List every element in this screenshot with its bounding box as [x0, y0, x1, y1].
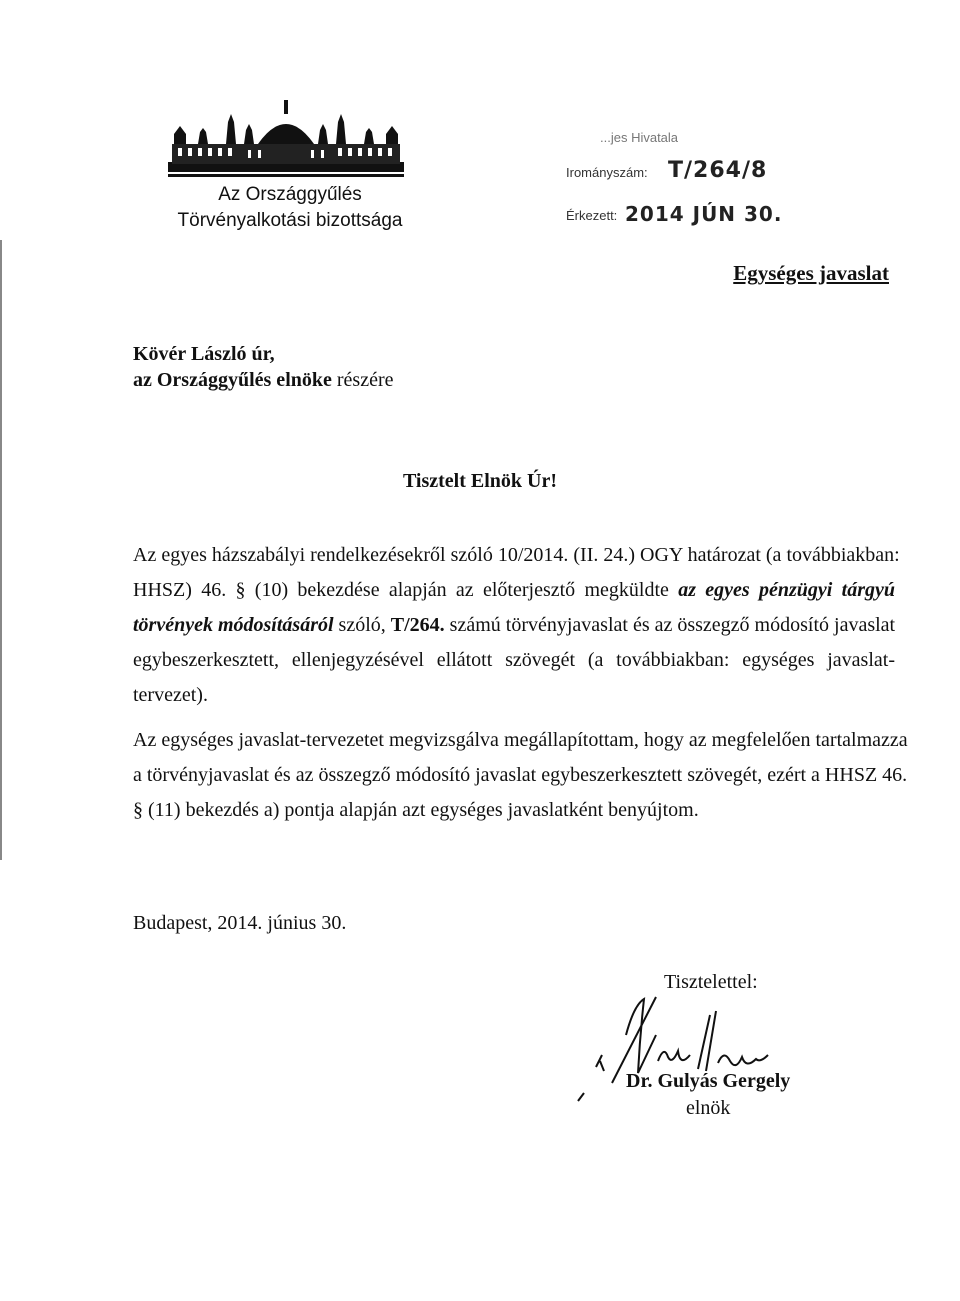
p2-line2: a törvényjavaslat és az összegző módosító javaslat egybeszerkesztett szövegét, ezért a HHSZ 46. [133, 764, 908, 786]
stamp-title: ...jes Hivatala [600, 130, 679, 145]
date-line: Budapest, 2014. június 30. [133, 912, 347, 934]
p1-line5: tervezet). [133, 684, 208, 706]
addressee-name: Kövér László úr, [133, 343, 275, 365]
addressee-role: az Országgyűlés elnöke [133, 369, 332, 391]
scan-edge-divider [0, 240, 2, 860]
signatory-name: Dr. Gulyás Gergely [626, 1070, 791, 1092]
paragraph-2 [133, 723, 908, 828]
paragraph-1 [133, 538, 900, 713]
document-title: Egységes javaslat [733, 261, 889, 285]
p1-line4: egybeszerkesztett, ellenjegyzésével ellátott szövegét (a továbbiakban: egységes javaslat- [133, 649, 895, 671]
bill-number: T/264. [390, 614, 445, 636]
parliament-logo [168, 100, 404, 180]
committee-name: Törvényalkotási bizottsága [177, 210, 403, 231]
closing-regards: Tisztelettel: [664, 971, 758, 993]
p2-line3: § (11) bekezdés a) pontja alapján azt egységes javaslatként benyújtom. [133, 799, 699, 821]
signatory-role: elnök [686, 1097, 731, 1119]
bill-title-part1: az egyes pénzügyi tárgyú [678, 579, 895, 601]
p1-line2 [133, 573, 895, 608]
stamp-reg-label: Irományszám: [566, 165, 648, 180]
p1-line2-text: HHSZ) 46. § (10) bekezdése alapján az előterjesztő megküldte [133, 579, 679, 601]
p1-line3-rest: számú törvényjavaslat és az összegző módosító javaslat [444, 614, 896, 636]
stamp-date-label: Érkezett: [566, 208, 618, 223]
org-name: Az Országgyűlés [218, 184, 362, 205]
p1-line3 [133, 608, 895, 643]
bill-title-part2: törvények módosításáról [133, 614, 334, 636]
addressee-suffix: részére [331, 369, 394, 391]
p1-line3-text: szóló, [333, 614, 391, 636]
p1-line1: Az egyes házszabályi rendelkezésekről szóló 10/2014. (II. 24.) OGY határozat (a továbbiakban: [133, 544, 900, 566]
stamp-reg-value: T/264/8 [668, 158, 768, 183]
salutation: Tisztelt Elnök Úr! [402, 470, 558, 492]
addressee-title [133, 369, 394, 392]
p2-line1: Az egységes javaslat-tervezetet megvizsgálva megállapítottam, hogy az megfelelően tartalmazza [133, 729, 908, 751]
stamp-date-value: 2014 JÚN 30. [625, 202, 783, 226]
